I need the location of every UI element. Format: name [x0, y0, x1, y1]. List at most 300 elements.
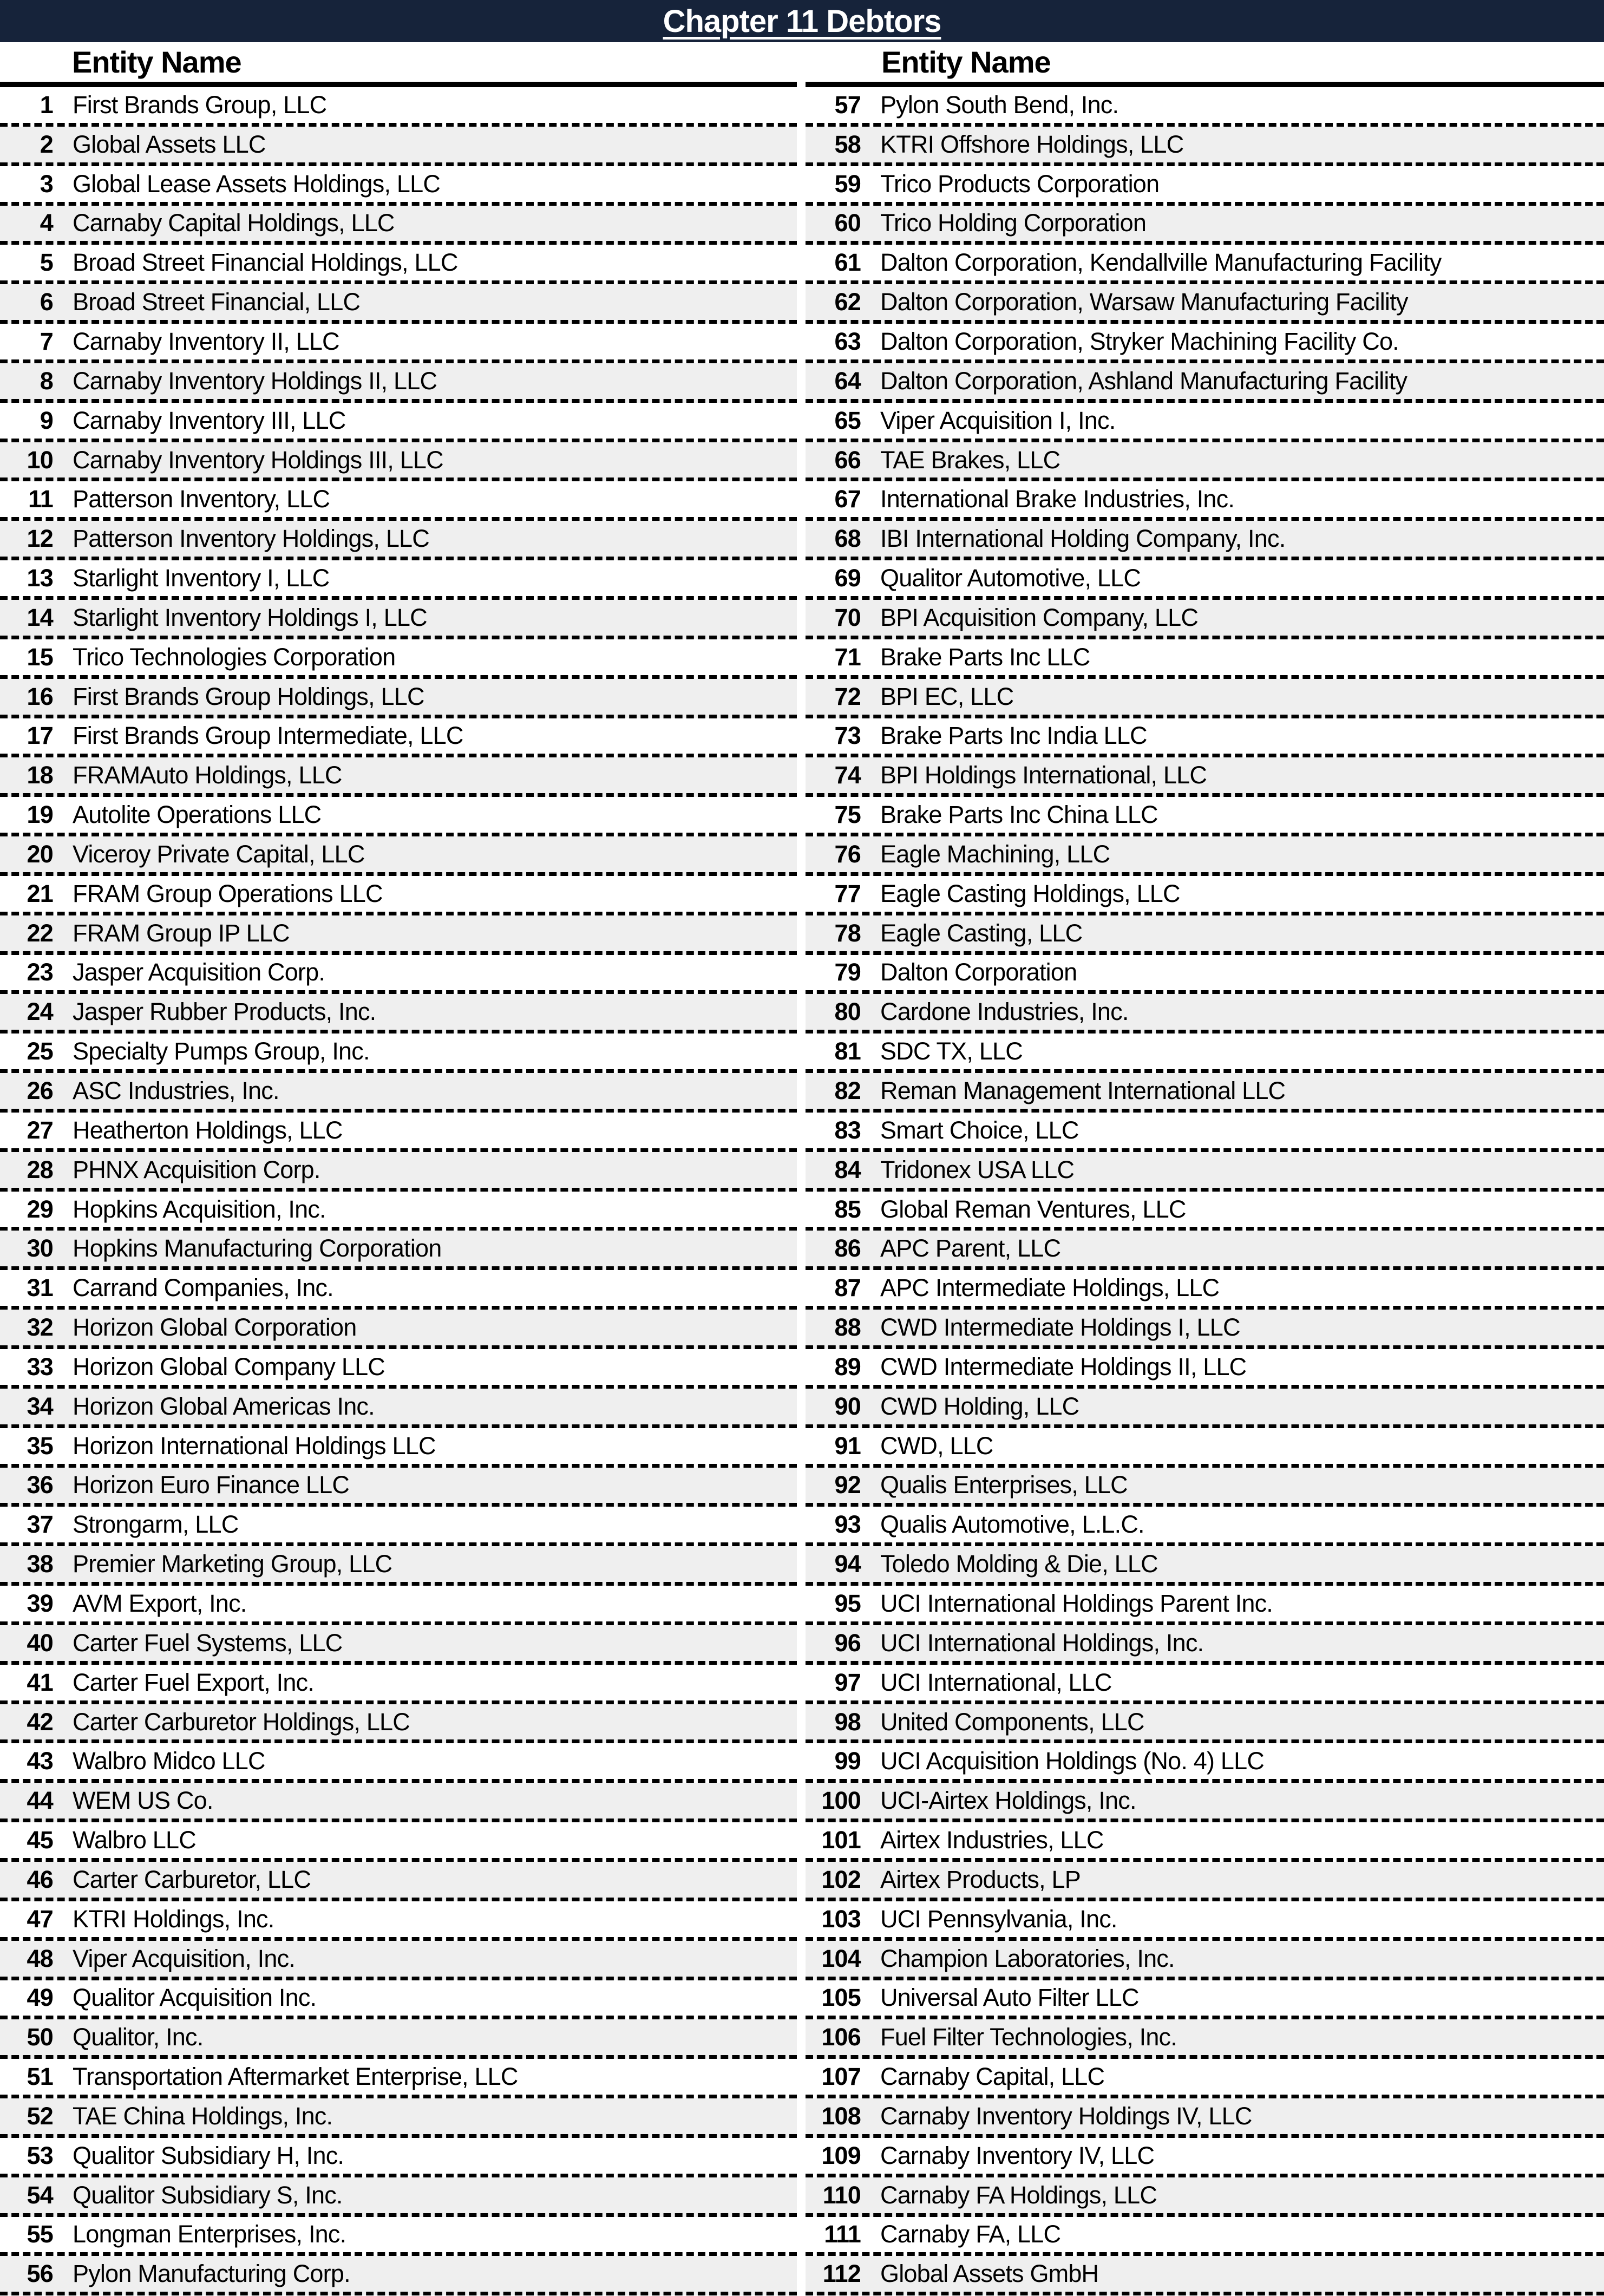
- entity-name: UCI Pennsylvania, Inc.: [880, 1905, 1117, 1933]
- entity-name: BPI Holdings International, LLC: [880, 761, 1207, 789]
- entity-name: CWD Holding, LLC: [880, 1392, 1079, 1420]
- table-row: [806, 1428, 1604, 1468]
- row-number: 85: [834, 1195, 861, 1223]
- entity-name: First Brands Group Holdings, LLC: [73, 682, 424, 710]
- entity-name: Horizon International Holdings LLC: [73, 1431, 436, 1460]
- entity-name: Universal Auto Filter LLC: [880, 1984, 1139, 2012]
- row-number: 25: [27, 1037, 53, 1065]
- row-number: 8: [40, 367, 53, 395]
- entity-name: Viceroy Private Capital, LLC: [73, 840, 365, 868]
- entity-name: Pylon South Bend, Inc.: [880, 90, 1119, 119]
- column-gap: [797, 42, 806, 2296]
- entity-name: Global Lease Assets Holdings, LLC: [73, 169, 441, 198]
- table-row: [0, 1783, 797, 1822]
- table-row: [806, 2019, 1604, 2059]
- table-row: [806, 600, 1604, 639]
- entity-name: Reman Management International LLC: [880, 1077, 1286, 1105]
- table-row: [806, 560, 1604, 600]
- tables-container: [0, 42, 1604, 2296]
- table-row: [0, 1468, 797, 1507]
- table-row: [806, 2217, 1604, 2256]
- entity-name: FRAM Group Operations LLC: [73, 879, 383, 907]
- row-number: 5: [40, 248, 53, 277]
- row-number: 39: [27, 1589, 53, 1617]
- entity-name: Starlight Inventory Holdings I, LLC: [73, 603, 427, 631]
- table-row: [806, 1822, 1604, 1862]
- table-row: [806, 1862, 1604, 1901]
- table-row: [806, 1270, 1604, 1310]
- table-row: [806, 1152, 1604, 1192]
- table-row: [0, 1586, 797, 1625]
- entity-name: First Brands Group, LLC: [73, 90, 327, 119]
- table-row: [0, 1231, 797, 1270]
- entity-name: Dalton Corporation, Ashland Manufacturing Facility: [880, 367, 1407, 395]
- table-row: [0, 1389, 797, 1428]
- entity-name: Patterson Inventory, LLC: [73, 485, 330, 513]
- entity-name: Horizon Global Company LLC: [73, 1352, 385, 1381]
- row-number: 23: [27, 958, 53, 986]
- entity-name: Dalton Corporation, Stryker Machining Facility Co.: [880, 327, 1399, 355]
- entity-name: Airtex Industries, LLC: [880, 1826, 1104, 1854]
- entity-name: Horizon Global Corporation: [73, 1313, 357, 1342]
- table-row: [0, 2138, 797, 2177]
- entity-name: Global Assets LLC: [73, 130, 266, 158]
- table-row: [0, 245, 797, 284]
- entity-name: Jasper Rubber Products, Inc.: [73, 998, 376, 1026]
- row-number: 92: [834, 1471, 861, 1499]
- entity-name: Pylon Manufacturing Corp.: [73, 2260, 350, 2288]
- table-row: [806, 87, 1604, 127]
- entity-name: CWD, LLC: [880, 1431, 993, 1460]
- table-row: [0, 639, 797, 679]
- table-row: [806, 1665, 1604, 1704]
- table-row: [0, 600, 797, 639]
- row-number: 12: [27, 525, 53, 553]
- table-row: [806, 797, 1604, 836]
- table-row: [806, 718, 1604, 758]
- entity-name: Carrand Companies, Inc.: [73, 1274, 333, 1302]
- entity-name: Champion Laboratories, Inc.: [880, 1944, 1175, 1972]
- row-number: 65: [834, 406, 861, 434]
- row-number: 48: [27, 1944, 53, 1972]
- table-row: [0, 1980, 797, 2020]
- entity-name: Jasper Acquisition Corp.: [73, 958, 325, 986]
- row-number: 53: [27, 2141, 53, 2169]
- table-row: [0, 363, 797, 403]
- table-row: [806, 1349, 1604, 1389]
- table-row: [806, 1033, 1604, 1073]
- row-number: 20: [27, 840, 53, 868]
- row-number: 84: [834, 1155, 861, 1183]
- entity-name: CWD Intermediate Holdings I, LLC: [880, 1313, 1240, 1342]
- table-row: [806, 1941, 1604, 1980]
- table-row: [806, 245, 1604, 284]
- row-number: 67: [834, 485, 861, 513]
- table-row: [806, 481, 1604, 521]
- table-row: [806, 363, 1604, 403]
- entity-name: Premier Marketing Group, LLC: [73, 1550, 392, 1578]
- table-row: [0, 757, 797, 797]
- entity-name: Walbro LLC: [73, 1826, 196, 1854]
- row-number: 69: [834, 564, 861, 592]
- entity-name: Eagle Machining, LLC: [880, 840, 1110, 868]
- row-number: 81: [834, 1037, 861, 1065]
- table-row: [0, 876, 797, 915]
- row-number: 76: [834, 840, 861, 868]
- row-number: 103: [821, 1905, 861, 1933]
- entity-name: Tridonex USA LLC: [880, 1155, 1075, 1183]
- entity-name: Broad Street Financial, LLC: [73, 288, 361, 316]
- row-number: 51: [27, 2063, 53, 2091]
- entity-name: Carnaby Inventory Holdings III, LLC: [73, 446, 443, 474]
- row-number: 96: [834, 1628, 861, 1657]
- row-number: 106: [821, 2023, 861, 2051]
- table-row: [806, 284, 1604, 324]
- entity-name: Carnaby Inventory IV, LLC: [880, 2141, 1155, 2169]
- row-number: 45: [27, 1826, 53, 1854]
- row-number: 31: [27, 1274, 53, 1302]
- table-row: [806, 166, 1604, 206]
- entity-name: Carnaby Inventory III, LLC: [73, 406, 346, 434]
- table-row: [0, 87, 797, 127]
- table-row: [806, 955, 1604, 995]
- entity-name: Brake Parts Inc India LLC: [880, 722, 1147, 750]
- row-number: 105: [821, 1984, 861, 2012]
- entity-name: ASC Industries, Inc.: [73, 1077, 279, 1105]
- table-row: [806, 1507, 1604, 1546]
- row-number: 54: [27, 2181, 53, 2209]
- row-number: 98: [834, 1708, 861, 1736]
- row-number: 26: [27, 1077, 53, 1105]
- row-number: 107: [821, 2063, 861, 2091]
- entity-name: UCI-Airtex Holdings, Inc.: [880, 1787, 1136, 1815]
- row-number: 52: [27, 2102, 53, 2130]
- row-number: 42: [27, 1708, 53, 1736]
- table-row: [0, 1033, 797, 1073]
- row-number: 100: [821, 1787, 861, 1815]
- row-number: 108: [821, 2102, 861, 2130]
- row-number: 40: [27, 1628, 53, 1657]
- row-number: 22: [27, 919, 53, 947]
- row-number: 75: [834, 801, 861, 829]
- row-number: 33: [27, 1352, 53, 1381]
- entity-name: Hopkins Manufacturing Corporation: [73, 1234, 442, 1263]
- entity-name: Strongarm, LLC: [73, 1510, 239, 1539]
- table-row: [806, 1980, 1604, 2020]
- entity-name: First Brands Group Intermediate, LLC: [73, 722, 463, 750]
- table-rows-right: [806, 87, 1604, 2296]
- table-row: [0, 1862, 797, 1901]
- entity-name: Carter Fuel Systems, LLC: [73, 1628, 343, 1657]
- table-row: [0, 1546, 797, 1586]
- column-header-right: Entity Name: [806, 42, 1604, 82]
- table-row: [0, 994, 797, 1033]
- row-number: 34: [27, 1392, 53, 1420]
- table-row: [0, 1310, 797, 1349]
- table-row: [806, 1073, 1604, 1113]
- row-number: 66: [834, 446, 861, 474]
- row-number: 35: [27, 1431, 53, 1460]
- row-number: 49: [27, 1984, 53, 2012]
- row-number: 13: [27, 564, 53, 592]
- entity-name: FRAMAuto Holdings, LLC: [73, 761, 342, 789]
- entity-name: Eagle Casting, LLC: [880, 919, 1083, 947]
- table-row: [806, 1468, 1604, 1507]
- table-row: [806, 2098, 1604, 2138]
- entity-name: Eagle Casting Holdings, LLC: [880, 879, 1180, 907]
- row-number: 109: [821, 2141, 861, 2169]
- row-number: 17: [27, 722, 53, 750]
- row-number: 71: [834, 643, 861, 671]
- table-row: [0, 1192, 797, 1231]
- entity-name: Trico Technologies Corporation: [73, 643, 396, 671]
- table-row: [0, 521, 797, 560]
- table-row: [0, 1349, 797, 1389]
- row-number: 104: [821, 1944, 861, 1972]
- row-number: 73: [834, 722, 861, 750]
- table-row: [806, 639, 1604, 679]
- table-row: [0, 206, 797, 245]
- entity-name: Longman Enterprises, Inc.: [73, 2220, 346, 2248]
- entity-name: Walbro Midco LLC: [73, 1747, 265, 1775]
- row-number: 111: [824, 2220, 861, 2248]
- entity-name: SDC TX, LLC: [880, 1037, 1023, 1065]
- entity-name: TAE China Holdings, Inc.: [73, 2102, 333, 2130]
- entity-name: Qualis Automotive, L.L.C.: [880, 1510, 1144, 1539]
- entity-name: Transportation Aftermarket Enterprise, LLC: [73, 2063, 518, 2091]
- row-number: 68: [834, 525, 861, 553]
- entity-name: TAE Brakes, LLC: [880, 446, 1060, 474]
- row-number: 99: [834, 1747, 861, 1775]
- entity-name: Carter Fuel Export, Inc.: [73, 1668, 314, 1696]
- entity-name: BPI Acquisition Company, LLC: [880, 603, 1199, 631]
- table-row: [806, 1546, 1604, 1586]
- row-number: 7: [40, 327, 53, 355]
- entity-name: Horizon Euro Finance LLC: [73, 1471, 350, 1499]
- table-row: [806, 1113, 1604, 1152]
- row-number: 16: [27, 682, 53, 710]
- entity-name: Toledo Molding & Die, LLC: [880, 1550, 1158, 1578]
- entity-name: Carnaby FA Holdings, LLC: [880, 2181, 1157, 2209]
- entity-name: IBI International Holding Company, Inc.: [880, 525, 1286, 553]
- row-number: 14: [27, 603, 53, 631]
- entity-name: CWD Intermediate Holdings II, LLC: [880, 1352, 1247, 1381]
- row-number: 6: [40, 288, 53, 316]
- table-row: [806, 757, 1604, 797]
- entity-name: Carnaby Inventory Holdings II, LLC: [73, 367, 437, 395]
- row-number: 93: [834, 1510, 861, 1539]
- row-number: 83: [834, 1116, 861, 1144]
- entity-name: Smart Choice, LLC: [880, 1116, 1079, 1144]
- entity-name: Viper Acquisition I, Inc.: [880, 406, 1116, 434]
- row-number: 37: [27, 1510, 53, 1539]
- row-number: 101: [821, 1826, 861, 1854]
- entity-name: Carnaby Capital Holdings, LLC: [73, 209, 395, 237]
- table-row: [0, 284, 797, 324]
- table-row: [806, 876, 1604, 915]
- row-number: 61: [834, 248, 861, 277]
- entity-name: Airtex Products, LP: [880, 1865, 1081, 1893]
- row-number: 55: [27, 2220, 53, 2248]
- entity-name: Brake Parts Inc LLC: [880, 643, 1090, 671]
- table-row: [0, 955, 797, 995]
- entity-name: United Components, LLC: [880, 1708, 1144, 1736]
- table-row: [806, 2256, 1604, 2295]
- table-row: [0, 1625, 797, 1665]
- row-number: 110: [822, 2181, 861, 2209]
- row-number: 58: [834, 130, 861, 158]
- entity-name: Dalton Corporation, Kendallville Manufacturing Facility: [880, 248, 1442, 277]
- entity-name: Qualitor Subsidiary H, Inc.: [73, 2141, 344, 2169]
- entity-name: Dalton Corporation, Warsaw Manufacturing Facility: [880, 288, 1408, 316]
- row-number: 46: [27, 1865, 53, 1893]
- row-number: 21: [27, 879, 53, 907]
- entity-name: FRAM Group IP LLC: [73, 919, 290, 947]
- entity-name: Trico Products Corporation: [880, 169, 1160, 198]
- table-row: [806, 127, 1604, 166]
- row-number: 32: [27, 1313, 53, 1342]
- table-row: [806, 1901, 1604, 1941]
- table-row: [0, 797, 797, 836]
- table-row: [0, 1152, 797, 1192]
- table-row: [806, 1625, 1604, 1665]
- row-number: 72: [834, 682, 861, 710]
- entity-name: International Brake Industries, Inc.: [880, 485, 1235, 513]
- entity-name: Qualitor Acquisition Inc.: [73, 1984, 317, 2012]
- row-number: 30: [27, 1234, 53, 1263]
- table-row: [0, 915, 797, 955]
- row-number: 95: [834, 1589, 861, 1617]
- table-row: [0, 481, 797, 521]
- row-number: 62: [834, 288, 861, 316]
- table-row: [806, 206, 1604, 245]
- row-number: 74: [834, 761, 861, 789]
- entity-name: Carter Carburetor Holdings, LLC: [73, 1708, 410, 1736]
- row-number: 3: [40, 169, 53, 198]
- entity-name: PHNX Acquisition Corp.: [73, 1155, 320, 1183]
- table-row: [0, 560, 797, 600]
- row-number: 1: [40, 90, 53, 119]
- row-number: 79: [834, 958, 861, 986]
- row-number: 77: [834, 879, 861, 907]
- row-number: 94: [834, 1550, 861, 1578]
- entity-name: Global Reman Ventures, LLC: [880, 1195, 1186, 1223]
- header-divider-right: [806, 82, 1604, 87]
- row-number: 57: [834, 90, 861, 119]
- row-number: 10: [27, 446, 53, 474]
- entity-name: Patterson Inventory Holdings, LLC: [73, 525, 429, 553]
- row-number: 11: [28, 485, 53, 513]
- row-number: 36: [27, 1471, 53, 1499]
- table-row: [0, 324, 797, 363]
- row-number: 24: [27, 998, 53, 1026]
- table-row: [806, 1389, 1604, 1428]
- debtor-table-right: [806, 42, 1604, 2296]
- table-row: [806, 1743, 1604, 1783]
- table-row: [0, 1901, 797, 1941]
- table-row: [0, 1507, 797, 1546]
- row-number: 80: [834, 998, 861, 1026]
- entity-name: UCI International, LLC: [880, 1668, 1112, 1696]
- entity-name: Carnaby Inventory Holdings IV, LLC: [880, 2102, 1252, 2130]
- table-row: [806, 1192, 1604, 1231]
- table-row: [0, 2217, 797, 2256]
- entity-name: BPI EC, LLC: [880, 682, 1014, 710]
- table-row: [0, 2177, 797, 2217]
- row-number: 50: [27, 2023, 53, 2051]
- entity-name: Qualis Enterprises, LLC: [880, 1471, 1128, 1499]
- row-number: 9: [40, 406, 53, 434]
- table-row: [806, 2138, 1604, 2177]
- table-row: [0, 1073, 797, 1113]
- table-row: [0, 1941, 797, 1980]
- entity-name: APC Parent, LLC: [880, 1234, 1061, 1263]
- row-number: 60: [834, 209, 861, 237]
- table-row: [806, 679, 1604, 718]
- table-row: [0, 836, 797, 876]
- row-number: 18: [27, 761, 53, 789]
- table-row: [0, 2098, 797, 2138]
- entity-name: Carnaby FA, LLC: [880, 2220, 1061, 2248]
- table-row: [0, 2256, 797, 2295]
- row-number: 89: [834, 1352, 861, 1381]
- column-header-left: Entity Name: [0, 42, 797, 82]
- row-number: 78: [834, 919, 861, 947]
- table-row: [0, 2019, 797, 2059]
- row-number: 19: [27, 801, 53, 829]
- table-row: [806, 994, 1604, 1033]
- table-row: [806, 1231, 1604, 1270]
- row-number: 87: [834, 1274, 861, 1302]
- entity-name: Qualitor, Inc.: [73, 2023, 204, 2051]
- table-row: [0, 1428, 797, 1468]
- table-row: [0, 442, 797, 482]
- table-row: [806, 1586, 1604, 1625]
- row-number: 112: [822, 2260, 861, 2288]
- page-title: Chapter 11 Debtors: [663, 3, 941, 39]
- entity-name: UCI International Holdings, Inc.: [880, 1628, 1204, 1657]
- table-row: [806, 836, 1604, 876]
- table-row: [806, 442, 1604, 482]
- table-row: [0, 1665, 797, 1704]
- entity-name: WEM US Co.: [73, 1787, 213, 1815]
- table-row: [0, 1822, 797, 1862]
- entity-name: Hopkins Acquisition, Inc.: [73, 1195, 326, 1223]
- entity-name: KTRI Holdings, Inc.: [73, 1905, 274, 1933]
- entity-name: Dalton Corporation: [880, 958, 1077, 986]
- table-row: [806, 915, 1604, 955]
- row-number: 41: [27, 1668, 53, 1696]
- row-number: 70: [834, 603, 861, 631]
- row-number: 82: [834, 1077, 861, 1105]
- row-number: 59: [834, 169, 861, 198]
- entity-name: Horizon Global Americas Inc.: [73, 1392, 375, 1420]
- table-row: [0, 127, 797, 166]
- table-row: [806, 2177, 1604, 2217]
- entity-name: Qualitor Subsidiary S, Inc.: [73, 2181, 343, 2209]
- row-number: 38: [27, 1550, 53, 1578]
- entity-name: Global Assets GmbH: [880, 2260, 1099, 2288]
- table-row: [806, 1310, 1604, 1349]
- row-number: 43: [27, 1747, 53, 1775]
- row-number: 4: [40, 209, 53, 237]
- entity-name: Carnaby Inventory II, LLC: [73, 327, 339, 355]
- table-rows-left: [0, 87, 797, 2296]
- table-row: [0, 1270, 797, 1310]
- entity-name: Broad Street Financial Holdings, LLC: [73, 248, 458, 277]
- row-number: 90: [834, 1392, 861, 1420]
- row-number: 64: [834, 367, 861, 395]
